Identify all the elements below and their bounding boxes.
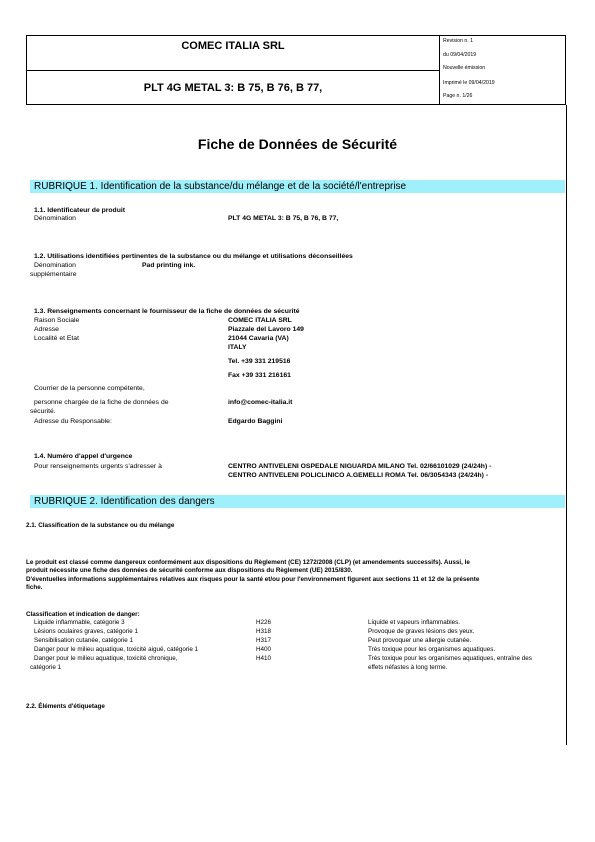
fax-value: Fax +39 331 216161 bbox=[228, 372, 291, 379]
header-divider-vertical bbox=[439, 36, 440, 104]
hazard-class-4: Danger pour le milieu aquatique, toxicité aiguë, catégorie 1 bbox=[34, 646, 199, 653]
hazard-class-5-cont: catégorie 1 bbox=[30, 664, 62, 671]
country-value: ITALY bbox=[228, 344, 247, 351]
emission-status: Nouvelle émission bbox=[443, 65, 486, 71]
page-right-border bbox=[566, 105, 567, 745]
localite-value: 21044 Cavaria (VA) bbox=[228, 335, 289, 342]
hazard-class-1: Liquide inflammable, catégorie 3 bbox=[34, 619, 125, 626]
print-date: Imprimé le 09/04/2019 bbox=[443, 80, 495, 86]
hazard-desc-2: Provoque de graves lésions des yeux. bbox=[368, 628, 475, 635]
hazard-code-1: H226 bbox=[256, 619, 272, 626]
denomination-supp-value: Pad printing ink. bbox=[142, 262, 196, 269]
hazard-desc-3: Peut provoquer une allergie cutanée. bbox=[368, 637, 472, 644]
document-title: Fiche de Données de Sécurité bbox=[197, 136, 398, 152]
section-1-3-title: 1.3. Renseignements concernant le fournisseur de la fiche de données de sécurité bbox=[34, 308, 300, 315]
hazard-code-3: H317 bbox=[256, 637, 272, 644]
hazard-desc-4: Très toxique pour les organismes aquatiques. bbox=[368, 646, 496, 653]
header-divider-horizontal bbox=[27, 70, 439, 71]
section-1-2-title: 1.2. Utilisations identifiées pertinentes de la substance ou du mélange et utilisations déconseillées bbox=[34, 253, 353, 260]
paragraph-line-3: D'éventuelles informations supplémentaires relatives aux risques pour la santé et/ou pour l'environnement figurent aux sections 11 et 12 de la présente bbox=[26, 575, 480, 583]
hazard-code-2: H318 bbox=[256, 628, 272, 635]
adresse-value: Piazzale del Lavoro 149 bbox=[228, 326, 304, 333]
section-1-1-title: 1.1. Identificateur de produit bbox=[34, 207, 126, 214]
paragraph-line-4: fiche. bbox=[26, 584, 43, 592]
courrier-label-2: personne chargée de la fiche de données de bbox=[34, 399, 169, 406]
section-2-1-title: 2.1. Classification de la substance ou du mélange bbox=[26, 522, 175, 529]
emergency-line-1: CENTRO ANTIVELENI OSPEDALE NIGUARDA MILANO Tel. 02/66101029 (24/24h) - bbox=[228, 463, 492, 470]
denomination-supp-label-1: Dénomination bbox=[34, 262, 76, 269]
company-name: COMEC ITALIA SRL bbox=[181, 40, 285, 52]
hazard-desc-1: Liquide et vapeurs inflammables. bbox=[368, 619, 461, 626]
raison-sociale-value: COMEC ITALIA SRL bbox=[228, 317, 292, 324]
paragraph-line-1: Le produit est classé comme dangereux conformément aux dispositions du Règlement (CE) 1272/2008 (CLP) (et amendements successifs). Aussi, le bbox=[26, 559, 470, 566]
adresse-label: Adresse bbox=[34, 326, 59, 333]
product-name: PLT 4G METAL 3: B 75, B 76, B 77, bbox=[143, 82, 323, 94]
hazard-class-3: Sensibilisation cutanée, catégorie 1 bbox=[34, 637, 134, 644]
section-1-4-title: 1.4. Numéro d'appel d'urgence bbox=[34, 453, 133, 460]
hazard-class-5: Danger pour le milieu aquatique, toxicité chronique, bbox=[34, 655, 178, 662]
revision-number: Revision n. 1 bbox=[443, 38, 473, 44]
hazard-desc-5: Très toxique pour les organismes aquatiques, entraîne des bbox=[368, 655, 532, 662]
classification-paragraph bbox=[26, 559, 566, 593]
responsable-value: Edgardo Baggini bbox=[228, 418, 283, 425]
revision-date: du 09/04/2019 bbox=[443, 52, 477, 58]
raison-sociale-label: Raison Sociale bbox=[34, 317, 80, 324]
localite-label: Localité et Etat bbox=[34, 335, 79, 342]
courrier-label-1: Courrier de la personne compétente, bbox=[34, 385, 145, 392]
section-2-2-title: 2.2. Éléments d'étiquetage bbox=[26, 703, 105, 710]
header-box bbox=[26, 35, 566, 105]
responsable-label: Adresse du Responsable: bbox=[34, 418, 112, 425]
section-2-heading: RUBRIQUE 2. Identification des dangers bbox=[30, 495, 565, 508]
hazard-desc-5-cont: effets néfastes à long terme. bbox=[368, 664, 448, 671]
denomination-value: PLT 4G METAL 3: B 75, B 76, B 77, bbox=[228, 215, 339, 222]
hazard-code-4: H400 bbox=[256, 646, 272, 653]
denomination-label: Dénomination bbox=[34, 215, 76, 222]
emergency-line-2: CENTRO ANTIVELENI POLICLINICO A.GEMELLI ROMA Tel. 06/3054343 (24/24h) - bbox=[228, 472, 489, 479]
paragraph-line-2: produit nécessite une fiche des données de sécurité conforme aux dispositions du Règlement (UE) 2015/830. bbox=[26, 567, 353, 575]
classification-title: Classification et indication de danger: bbox=[26, 611, 140, 618]
courrier-label-3: sécurité. bbox=[30, 408, 56, 415]
emergency-label: Pour renseignements urgents s'adresser à bbox=[34, 463, 162, 470]
email-link[interactable]: info@comec-italia.it bbox=[228, 399, 293, 406]
hazard-class-2: Lésions oculaires graves, catégorie 1 bbox=[34, 628, 138, 635]
hazard-code-5: H410 bbox=[256, 655, 272, 662]
denomination-supp-label-2: supplémentaire bbox=[30, 271, 77, 278]
telephone-value: Tel. +39 331 219516 bbox=[228, 358, 291, 365]
page-number: Page n. 1/26 bbox=[443, 93, 473, 99]
section-1-heading: RUBRIQUE 1. Identification de la substance/du mélange et de la société/l'entreprise bbox=[30, 180, 565, 193]
